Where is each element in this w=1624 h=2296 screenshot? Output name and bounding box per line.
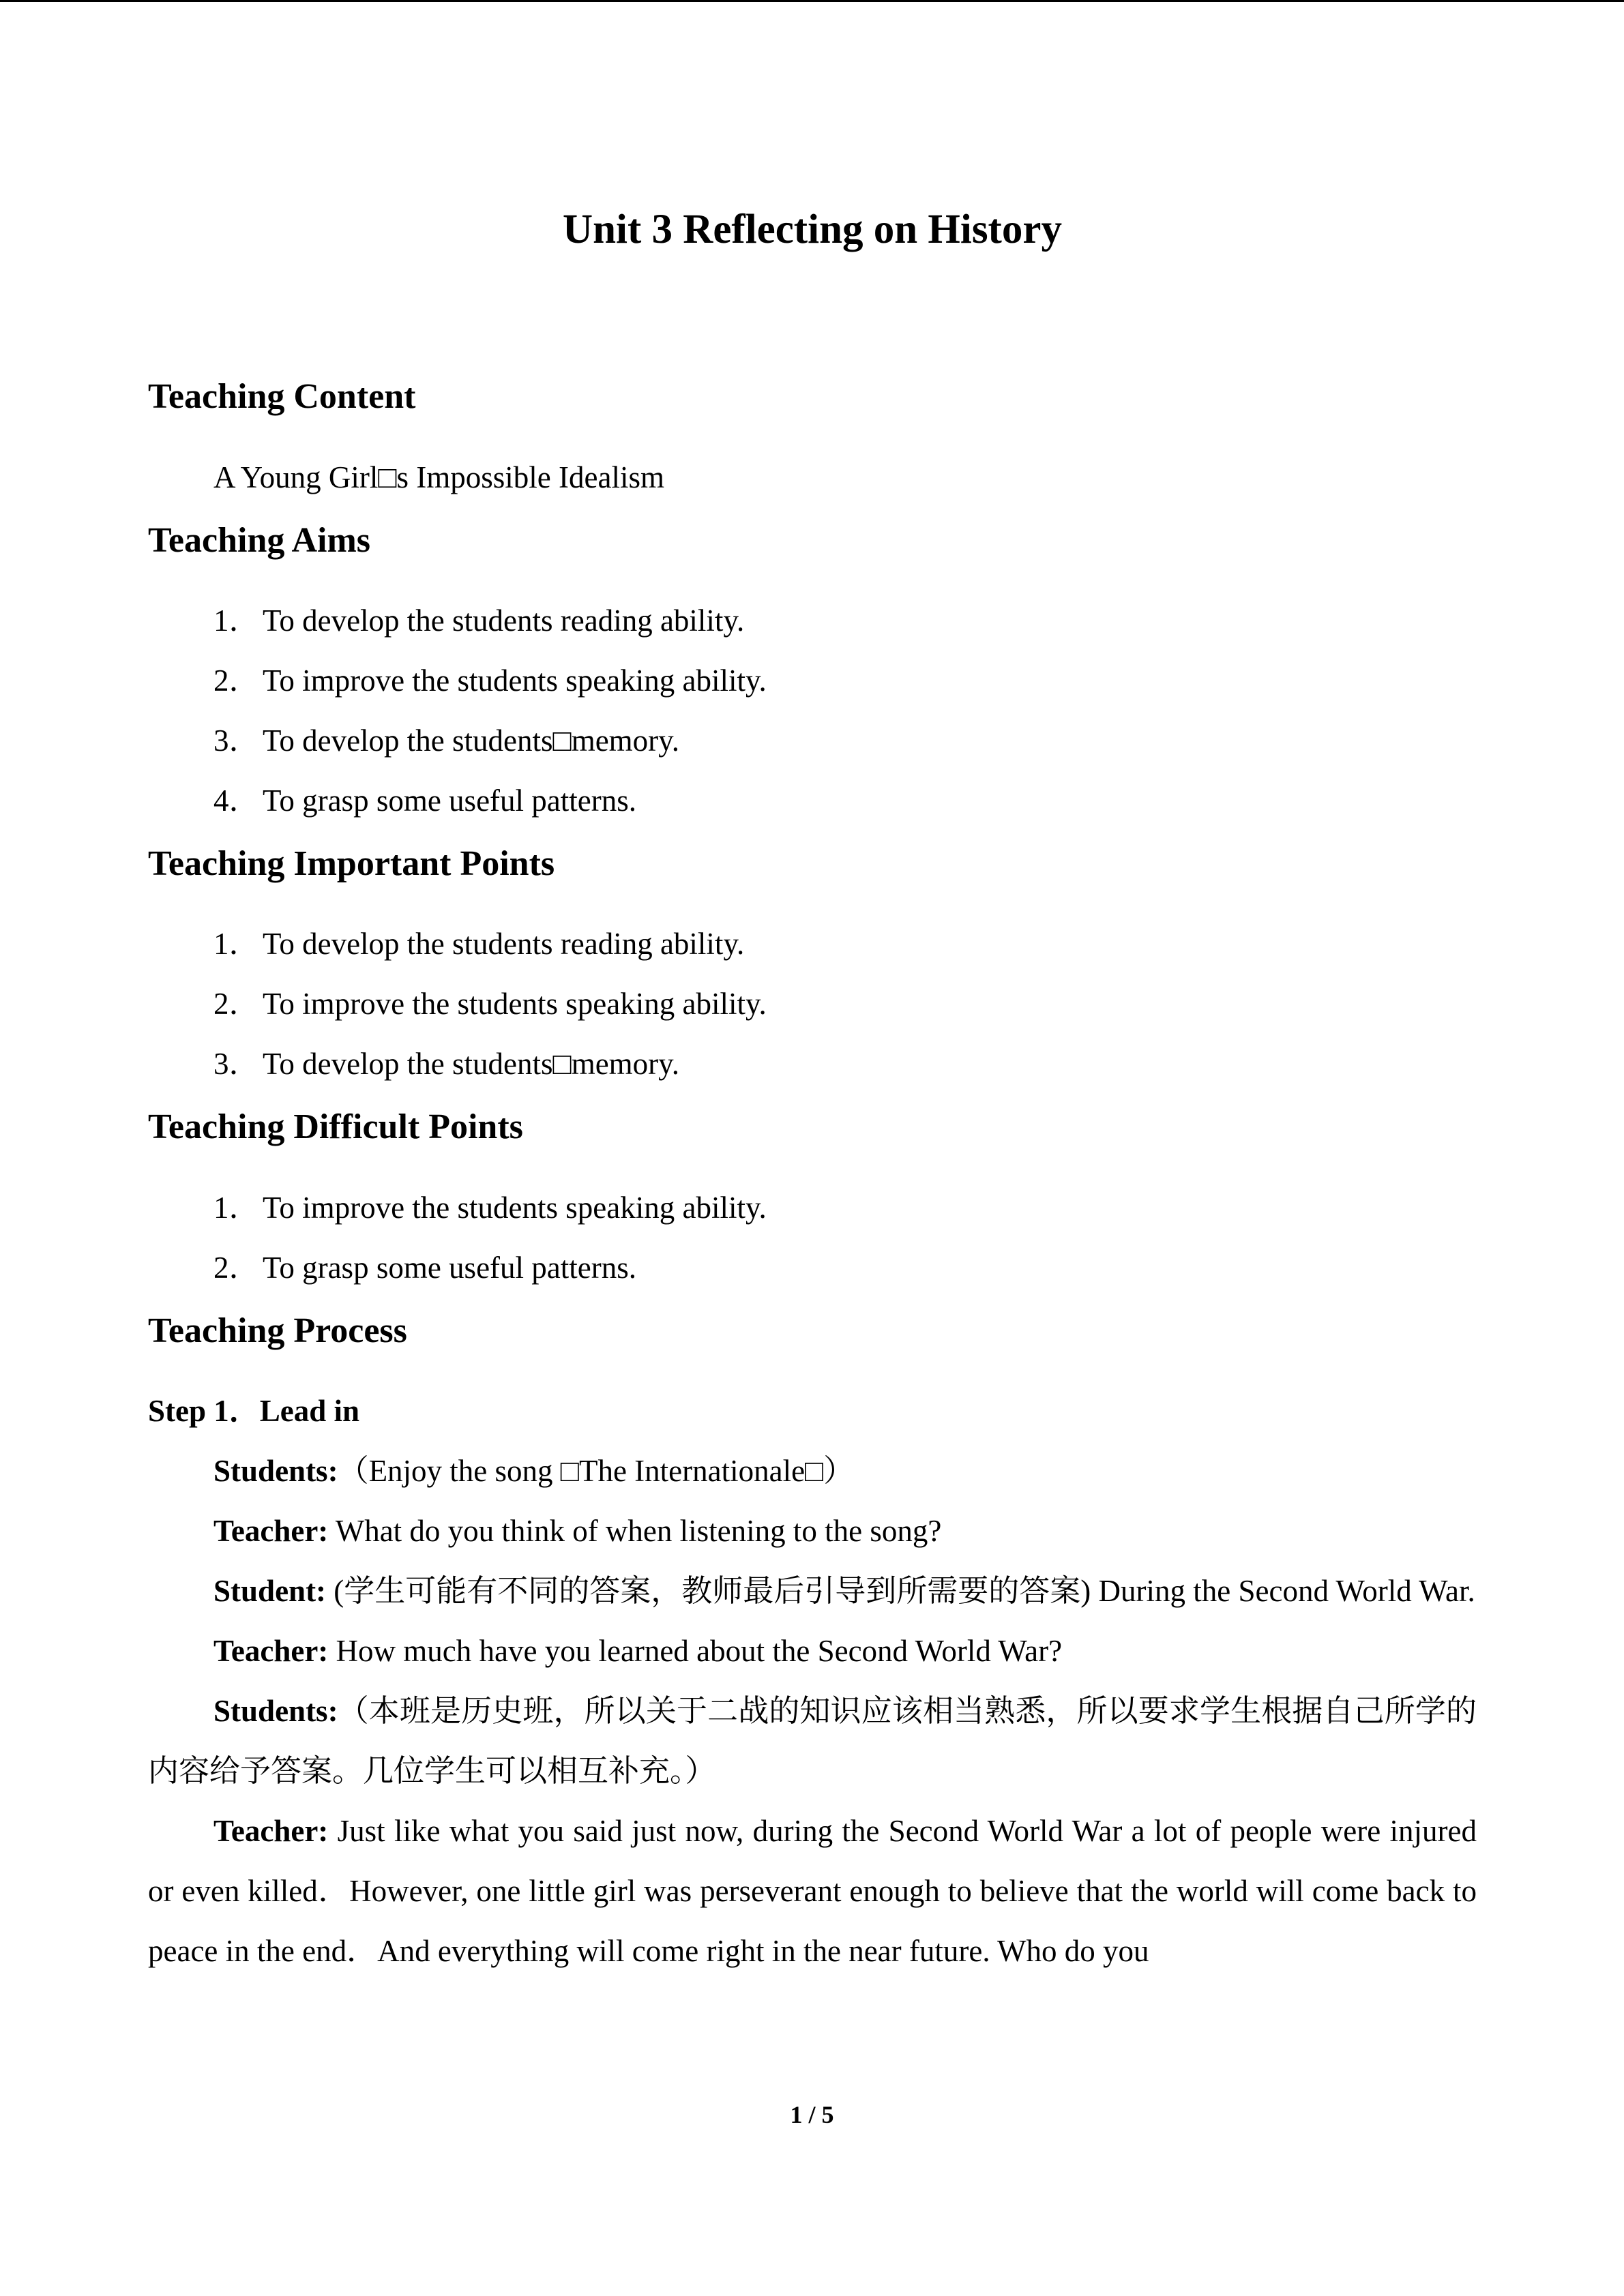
top-border-rule <box>0 0 1624 2</box>
difficult-points-section <box>148 1106 1477 1297</box>
speaker-label: Teacher: <box>213 1634 329 1669</box>
list-item-number: 1． <box>213 603 260 638</box>
teaching-aims-section <box>148 520 1477 831</box>
dialogue-paragraph <box>148 1681 1477 1801</box>
speaker-label: Teacher: <box>213 1814 329 1849</box>
document-page <box>148 205 1477 1981</box>
teaching-aims-list <box>148 591 1477 831</box>
speaker-label: Student: <box>213 1574 327 1609</box>
speaker-label: Students: <box>213 1694 338 1729</box>
list-item-text: To improve the students speaking ability. <box>263 987 767 1022</box>
list-item <box>148 711 1477 771</box>
list-item <box>148 1238 1477 1298</box>
list-item-number: 1． <box>213 1190 260 1225</box>
list-item <box>148 651 1477 711</box>
list-item-number: 3． <box>213 1047 260 1082</box>
teaching-content-section <box>148 376 1477 507</box>
list-item <box>148 1178 1477 1238</box>
teaching-aims-heading: Teaching Aims <box>148 520 371 560</box>
list-item-text: To develop the students reading ability. <box>263 927 745 961</box>
list-item <box>148 974 1477 1034</box>
list-item-text: To develop the students□memory. <box>263 1047 679 1082</box>
dialogue-text: （本班是历史班，所以关于二战的知识应该相当熟悉，所以要求学生根据自己所学的内容给予答案。几位学生可以相互补充。） <box>148 1694 1477 1789</box>
dialogue-paragraph <box>148 1561 1477 1621</box>
difficult-points-heading: Teaching Difficult Points <box>148 1107 523 1147</box>
list-item <box>148 1034 1477 1094</box>
important-points-heading: Teaching Important Points <box>148 844 555 883</box>
list-item <box>148 591 1477 651</box>
dialogue-text: What do you think of when listening to the song? <box>328 1514 942 1549</box>
important-points-section <box>148 843 1477 1094</box>
teaching-process-heading: Teaching Process <box>148 1311 407 1350</box>
list-item-number: 2． <box>213 1250 260 1285</box>
list-item-number: 2． <box>213 663 260 698</box>
dialogue-text: Just like what you said just now, during the Second World War a lot of people were injured or even killed．However, one little girl was perseverant enough to believe that the world will come back to peace in the end．And everything will come right in the near future. Who do you <box>148 1814 1477 1969</box>
list-item-number: 4． <box>213 783 260 818</box>
speaker-label: Teacher: <box>213 1514 329 1549</box>
list-item <box>148 771 1477 831</box>
speaker-label: Students: <box>213 1454 338 1489</box>
list-item-text: To improve the students speaking ability. <box>263 1190 767 1225</box>
dialogue-paragraph <box>148 1501 1477 1561</box>
list-item-text: To develop the students□memory. <box>263 723 679 758</box>
dialogue-paragraph <box>148 1621 1477 1681</box>
dialogue-text: How much have you learned about the Second World War? <box>328 1634 1063 1669</box>
teaching-content-text: A Young Girl□s Impossible Idealism <box>213 460 664 494</box>
list-item-text: To grasp some useful patterns. <box>263 783 636 818</box>
list-item <box>148 914 1477 974</box>
important-points-list <box>148 914 1477 1094</box>
dialogue-text: （Enjoy the song □The Internationale□） <box>338 1454 855 1489</box>
dialogue-paragraph <box>148 1801 1477 1981</box>
teaching-process-section <box>148 1310 1477 1981</box>
list-item-text: To grasp some useful patterns. <box>263 1250 636 1285</box>
dialogue-paragraph <box>148 1441 1477 1501</box>
difficult-points-list <box>148 1178 1477 1298</box>
list-item-number: 2． <box>213 987 260 1022</box>
step-1-heading: Step 1．Lead in <box>148 1394 360 1429</box>
document-title: Unit 3 Reflecting on History <box>563 207 1062 252</box>
dialogue-text: (学生可能有不同的答案，教师最后引导到所需要的答案) During the Second World War. <box>326 1574 1475 1609</box>
page-number: 1 / 5 <box>790 2101 834 2128</box>
list-item-number: 1． <box>213 927 260 961</box>
list-item-text: To improve the students speaking ability. <box>263 663 767 698</box>
list-item-number: 3． <box>213 723 260 758</box>
teaching-content-heading: Teaching Content <box>148 377 416 417</box>
list-item-text: To develop the students reading ability. <box>263 603 745 638</box>
